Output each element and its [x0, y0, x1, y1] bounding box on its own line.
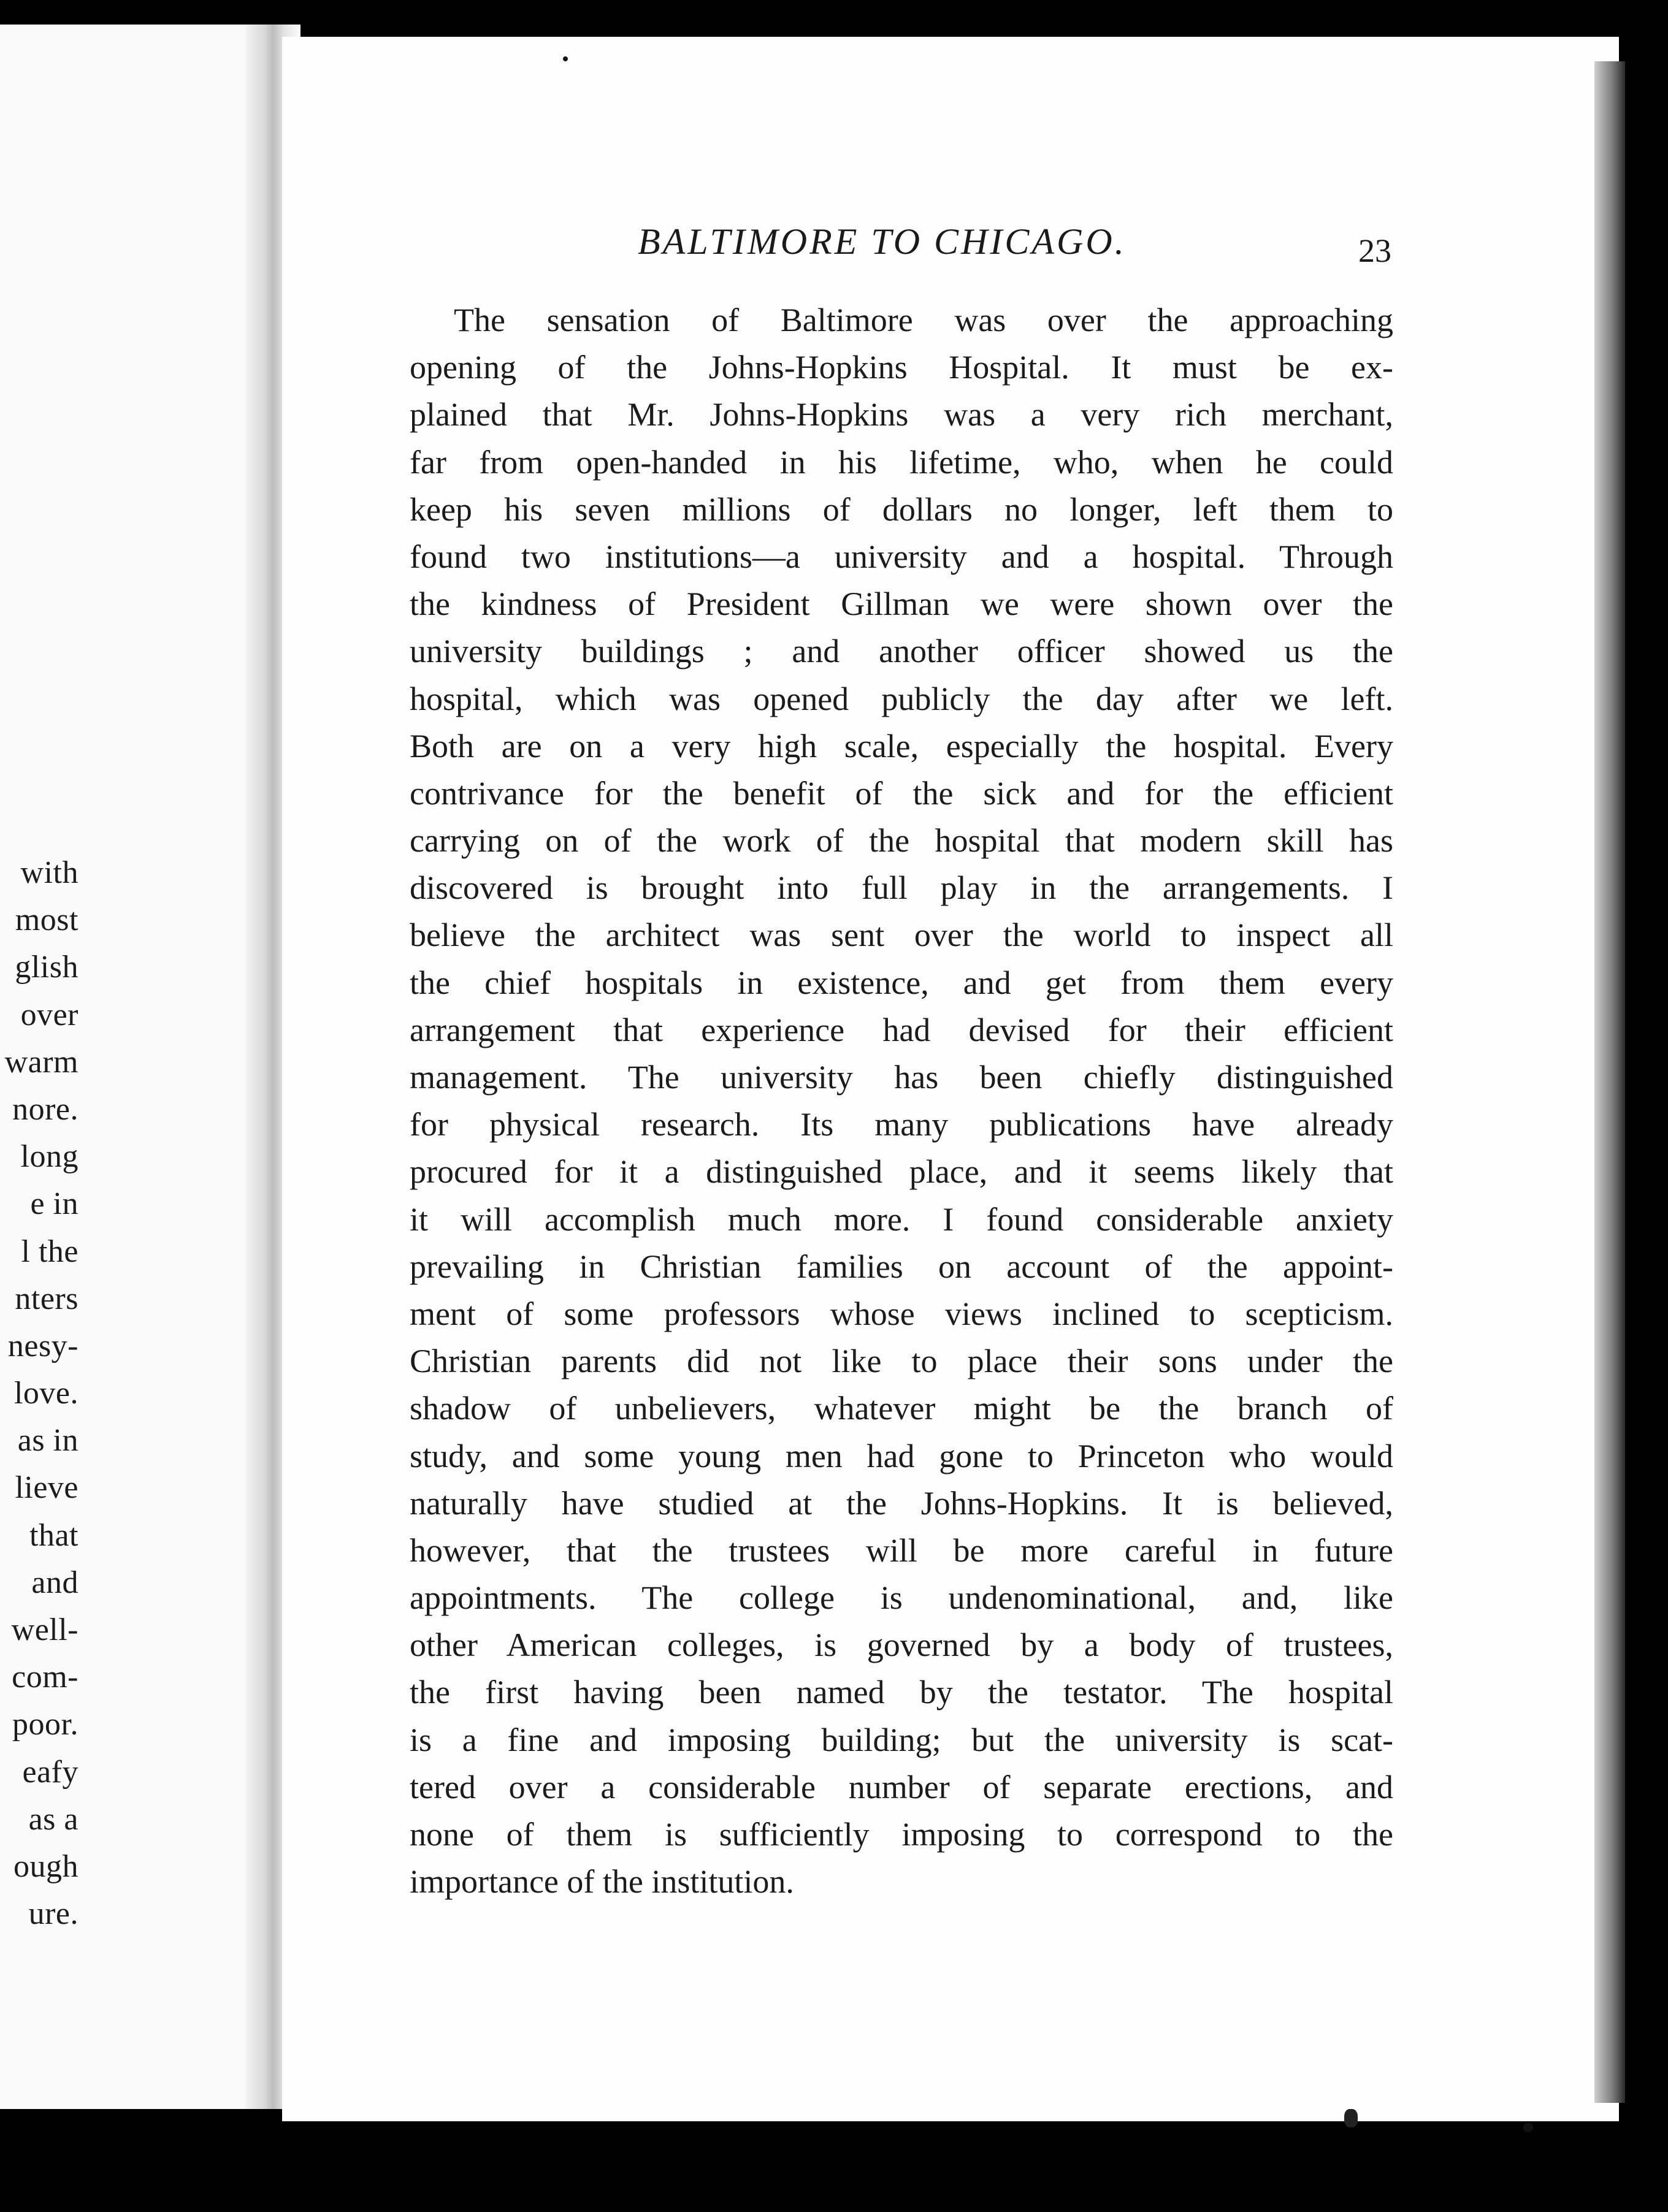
- text-line: none of them is sufficiently imposing to correspond to the: [410, 1816, 1393, 1853]
- text-line: procured for it a distinguished place, and it seems likely that: [410, 1153, 1393, 1191]
- ink-speck: [1523, 2122, 1533, 2132]
- left-page-text-fragments: [0, 849, 78, 1937]
- left-fragment-line: over: [20, 997, 78, 1032]
- text-line: arrangement that experience had devised for their efficient: [410, 1011, 1393, 1048]
- text-line: ment of some professors whose views inclined to scepticism.: [410, 1295, 1393, 1332]
- text-line: importance of the institution.: [410, 1863, 794, 1901]
- page-number: 23: [1358, 232, 1391, 269]
- text-line: prevailing in Christian families on account of the appoint-: [410, 1248, 1393, 1285]
- text-line: naturally have studied at the Johns-Hopkins. It is believed,: [410, 1484, 1393, 1522]
- left-fragment-line: that: [29, 1517, 78, 1553]
- text-line: the chief hospitals in existence, and get from them every: [410, 964, 1393, 1001]
- text-line: management. The university has been chiefly distinguished: [410, 1059, 1393, 1096]
- text-line: opening of the Johns-Hopkins Hospital. It must be ex-: [410, 349, 1393, 386]
- text-line: other American colleges, is governed by a body of trustees,: [410, 1627, 1393, 1664]
- left-fragment-line: love.: [13, 1376, 78, 1411]
- left-fragment-line: as a: [28, 1801, 78, 1837]
- text-line: hospital, which was opened publicly the day after we left.: [410, 680, 1393, 717]
- text-line: university buildings ; and another officer showed us the: [410, 633, 1393, 670]
- left-fragment-line: lieve: [15, 1470, 78, 1506]
- left-fragment-line: nesy-: [7, 1328, 78, 1363]
- text-line: believe the architect was sent over the world to inspect all: [410, 917, 1393, 954]
- left-fragment-line: nters: [15, 1281, 78, 1316]
- left-fragment-line: long: [20, 1139, 78, 1175]
- page-edge-shadow: [1594, 61, 1625, 2103]
- left-fragment-line: eafy: [22, 1754, 78, 1790]
- text-line: however, that the trustees will be more careful in future: [410, 1531, 1393, 1569]
- text-line: it will accomplish much more. I found considerable anxiety: [410, 1200, 1393, 1238]
- left-fragment-line: ough: [13, 1848, 78, 1884]
- text-line: the first having been named by the testator. The hospital: [410, 1674, 1393, 1711]
- ink-speck: [1344, 2109, 1358, 2127]
- text-line: plained that Mr. Johns-Hopkins was a very rich merchant,: [410, 396, 1393, 433]
- text-line: discovered is brought into full play in the arrangements. I: [410, 869, 1393, 907]
- text-line: The sensation of Baltimore was over the approaching: [454, 302, 1393, 338]
- left-facing-page: [0, 25, 264, 2109]
- left-fragment-line: poor.: [12, 1707, 78, 1742]
- left-fragment-line: and: [31, 1565, 78, 1600]
- left-fragment-line: com-: [12, 1660, 78, 1695]
- left-fragment-line: e in: [30, 1186, 78, 1222]
- text-line: study, and some young men had gone to Princeton who would: [410, 1437, 1393, 1474]
- text-line: tered over a considerable number of separate erections, and: [410, 1768, 1393, 1806]
- text-line: keep his seven millions of dollars no longer, left them to: [410, 490, 1393, 528]
- left-fragment-line: with: [20, 855, 78, 890]
- text-line: for physical research. Its many publications have already: [410, 1106, 1393, 1143]
- text-line: the kindness of President Gillman we were shown over the: [410, 585, 1393, 623]
- left-fragment-line: ure.: [28, 1896, 78, 1932]
- left-fragment-line: well-: [11, 1612, 78, 1647]
- text-line: far from open-handed in his lifetime, who, when he could: [410, 443, 1393, 481]
- ink-speck: [563, 56, 568, 61]
- left-fragment-line: warm: [4, 1044, 78, 1080]
- text-line: found two institutions—a university and a hospital. Through: [410, 538, 1393, 575]
- text-line: Christian parents did not like to place their sons under the: [410, 1343, 1393, 1380]
- text-line: carrying on of the work of the hospital that modern skill has: [410, 822, 1393, 860]
- left-fragment-line: nore.: [12, 1091, 78, 1127]
- text-line: contrivance for the benefit of the sick and for the efficient: [410, 774, 1393, 812]
- text-line: appointments. The college is undenominational, and, like: [410, 1579, 1393, 1617]
- left-fragment-line: glish: [15, 950, 78, 985]
- left-fragment-line: l the: [21, 1234, 78, 1269]
- left-fragment-line: most: [15, 902, 78, 938]
- running-head: BALTIMORE TO CHICAGO.: [638, 221, 1127, 262]
- text-line: is a fine and imposing building; but the university is scat-: [410, 1721, 1393, 1758]
- text-line: Both are on a very high scale, especially the hospital. Every: [410, 727, 1393, 765]
- text-line: shadow of unbelievers, whatever might be the branch of: [410, 1390, 1393, 1427]
- body-text: [410, 297, 1393, 1905]
- left-fragment-line: as in: [17, 1423, 78, 1459]
